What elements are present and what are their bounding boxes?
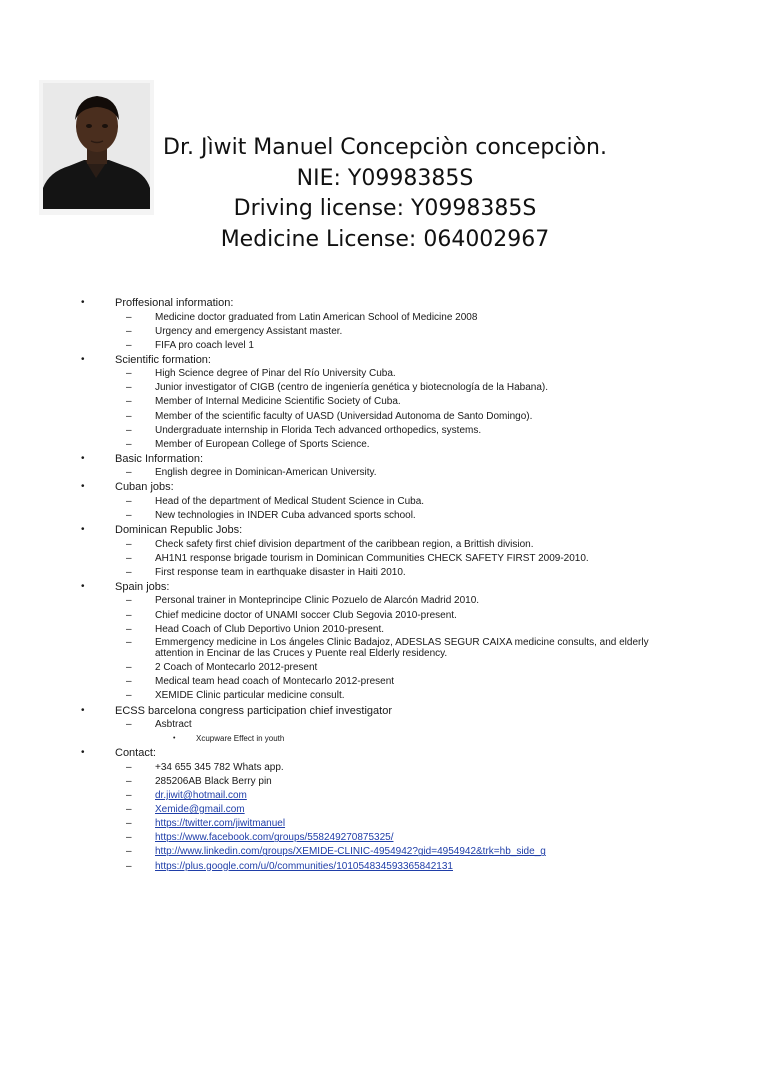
list-item: – New technologies in INDER Cuba advanced sports school. — [0, 509, 768, 523]
list-item: – Medicine doctor graduated from Latin American School of Medicine 2008 — [0, 311, 768, 325]
dash-icon: – — [126, 609, 132, 621]
bullet-icon: • — [173, 735, 176, 743]
list-item: – Member of Internal Medicine Scientific Society of Cuba. — [0, 395, 768, 409]
dash-icon: – — [126, 832, 132, 844]
contact-blackberry: – 285206AB Black Berry pin — [0, 775, 768, 789]
list-item: – AH1N1 response brigade tourism in Dominican Communities CHECK SAFETY FIRST 2009-2010. — [0, 552, 768, 566]
dash-icon: – — [126, 368, 132, 380]
email-link[interactable]: Xemide@gmail.com — [155, 804, 245, 816]
list-item: – Emmergency medicine in Los ángeles Clinic Badajoz, ADESLAS SEGUR CAIXA medicine consults, and elderly attention in Encinar de las Cruces y Puente real Elderly residency. — [126, 636, 649, 660]
bullet-icon: • — [81, 524, 85, 536]
section-basic — [0, 452, 768, 467]
contact-email-hotmail — [0, 789, 768, 803]
list-item: – XEMIDE Clinic particular medicine consult. — [0, 689, 768, 703]
dash-icon: – — [126, 775, 132, 787]
dash-icon: – — [126, 410, 132, 422]
section-title: Scientific formation: — [115, 353, 211, 366]
dash-icon: – — [126, 860, 132, 872]
bullet-icon: • — [81, 747, 85, 759]
dash-icon: – — [126, 623, 132, 635]
contact-phone: – +34 655 345 782 Whats app. — [0, 761, 768, 775]
list-item: – First response team in earthquake disaster in Haiti 2010. — [0, 566, 768, 580]
list-item: – FIFA pro coach level 1 — [0, 339, 768, 353]
section-dominican-jobs — [0, 523, 768, 538]
dash-icon: – — [126, 396, 132, 408]
google-plus-link[interactable]: https://plus.google.com/u/0/communities/101054834593365842131 — [155, 860, 453, 872]
dash-icon: – — [126, 790, 132, 802]
dash-icon: – — [126, 846, 132, 858]
medicine-license-line: Medicine License: 064002967 — [220, 226, 550, 252]
dash-icon: – — [126, 595, 132, 607]
section-title: Basic Information: — [115, 452, 204, 465]
bullet-icon: • — [81, 297, 85, 308]
contact-twitter — [0, 817, 768, 831]
list-item: – Member of the scientific faculty of UASD (Universidad Autonoma de Santo Domingo). — [0, 410, 768, 424]
bullet-icon: • — [81, 452, 85, 464]
bullet-icon: • — [81, 353, 85, 365]
dash-icon: – — [126, 510, 132, 522]
list-item: – Undergraduate internship in Florida Tech advanced orthopedics, systems. — [0, 424, 768, 438]
contact-linkedin — [0, 845, 768, 859]
driving-license-line: Driving license: Y0998385S — [233, 196, 537, 221]
section-title: Proffesional information: — [115, 297, 234, 309]
section-ecss — [0, 704, 768, 719]
facebook-link[interactable]: https://www.facebook.com/groups/558249270875325/ — [155, 832, 394, 844]
dash-icon: – — [126, 566, 132, 578]
doctor-name: Dr. Jìwit Manuel Concepciòn concepciòn. — [163, 135, 607, 160]
list-item: – Medical team head coach of Montecarlo 2012-present — [0, 675, 768, 689]
list-item: – Chief medicine doctor of UNAMI soccer Club Segovia 2010-present. — [0, 609, 768, 623]
twitter-link[interactable]: https://twitter.com/jiwitmanuel — [155, 818, 286, 830]
list-item: – Member of European College of Sports Science. — [0, 438, 768, 452]
section-title: Dominican Republic Jobs: — [115, 524, 243, 537]
section-title: Contact: — [115, 747, 156, 760]
dash-icon: – — [126, 818, 132, 830]
list-item: – Head Coach of Club Deportivo Union 2010-present. — [0, 623, 768, 637]
email-link[interactable]: dr.jiwit@hotmail.com — [155, 790, 247, 802]
list-item: – English degree in Dominican-American University. — [0, 466, 768, 480]
section-spain-jobs — [0, 580, 768, 595]
bullet-icon: • — [81, 481, 85, 493]
list-item: – 2 Coach of Montecarlo 2012-present — [0, 661, 768, 675]
section-title: Cuban jobs: — [115, 481, 174, 494]
dash-icon: – — [126, 325, 132, 337]
cv-body — [0, 296, 768, 874]
dash-icon: – — [126, 438, 132, 450]
dash-icon: – — [126, 676, 132, 688]
dash-icon: – — [126, 382, 132, 394]
dash-icon: – — [126, 339, 132, 351]
contact-email-gmail — [0, 803, 768, 817]
dash-icon: – — [126, 552, 132, 564]
list-item: – Urgency and emergency Assistant master. — [0, 325, 768, 339]
dash-icon: – — [126, 311, 132, 323]
bullet-icon: • — [81, 704, 85, 716]
dash-icon: – — [126, 719, 132, 731]
section-title: ECSS barcelona congress participation chief investigator — [115, 704, 392, 717]
section-contact — [0, 746, 768, 761]
list-item: – Junior investigator of CIGB (centro de ingeniería genética y biotecnología de la Habana). — [0, 381, 768, 395]
list-item: – High Science degree of Pinar del Río University Cuba. — [0, 367, 768, 381]
contact-google-plus — [0, 860, 768, 874]
dash-icon: – — [126, 690, 132, 702]
dash-icon: – — [126, 538, 132, 550]
section-cuban-jobs — [0, 480, 768, 495]
list-item: – Check safety first chief division department of the caribbean region, a Brittish division. — [0, 538, 768, 552]
list-item: – Asbtract — [0, 718, 768, 732]
list-item: – Personal trainer in Monteprincipe Clinic Pozuelo de Alarcón Madrid 2010. — [0, 594, 768, 608]
contact-facebook — [0, 831, 768, 845]
dash-icon: – — [126, 662, 132, 674]
linkedin-link[interactable]: http://www.linkedin.com/groups/XEMIDE-CLINIC-4954942?gid=4954942&trk=hb_side_g — [155, 846, 546, 858]
dash-icon: – — [126, 424, 132, 436]
dash-icon: – — [126, 636, 132, 648]
dash-icon: – — [126, 467, 132, 479]
bullet-icon: • — [81, 580, 85, 592]
sub-list-item: • Xcupware Effect in youth — [0, 732, 768, 746]
dash-icon: – — [126, 495, 132, 507]
nie-line: NIE: Y0998385S — [296, 165, 474, 191]
dash-icon: – — [126, 804, 132, 816]
section-scientific — [0, 353, 768, 368]
dash-icon: – — [126, 761, 132, 773]
list-item: – Head of the department of Medical Student Science in Cuba. — [0, 495, 768, 509]
cv-header — [130, 133, 640, 255]
section-professional — [0, 296, 768, 311]
section-title: Spain jobs: — [115, 580, 170, 593]
